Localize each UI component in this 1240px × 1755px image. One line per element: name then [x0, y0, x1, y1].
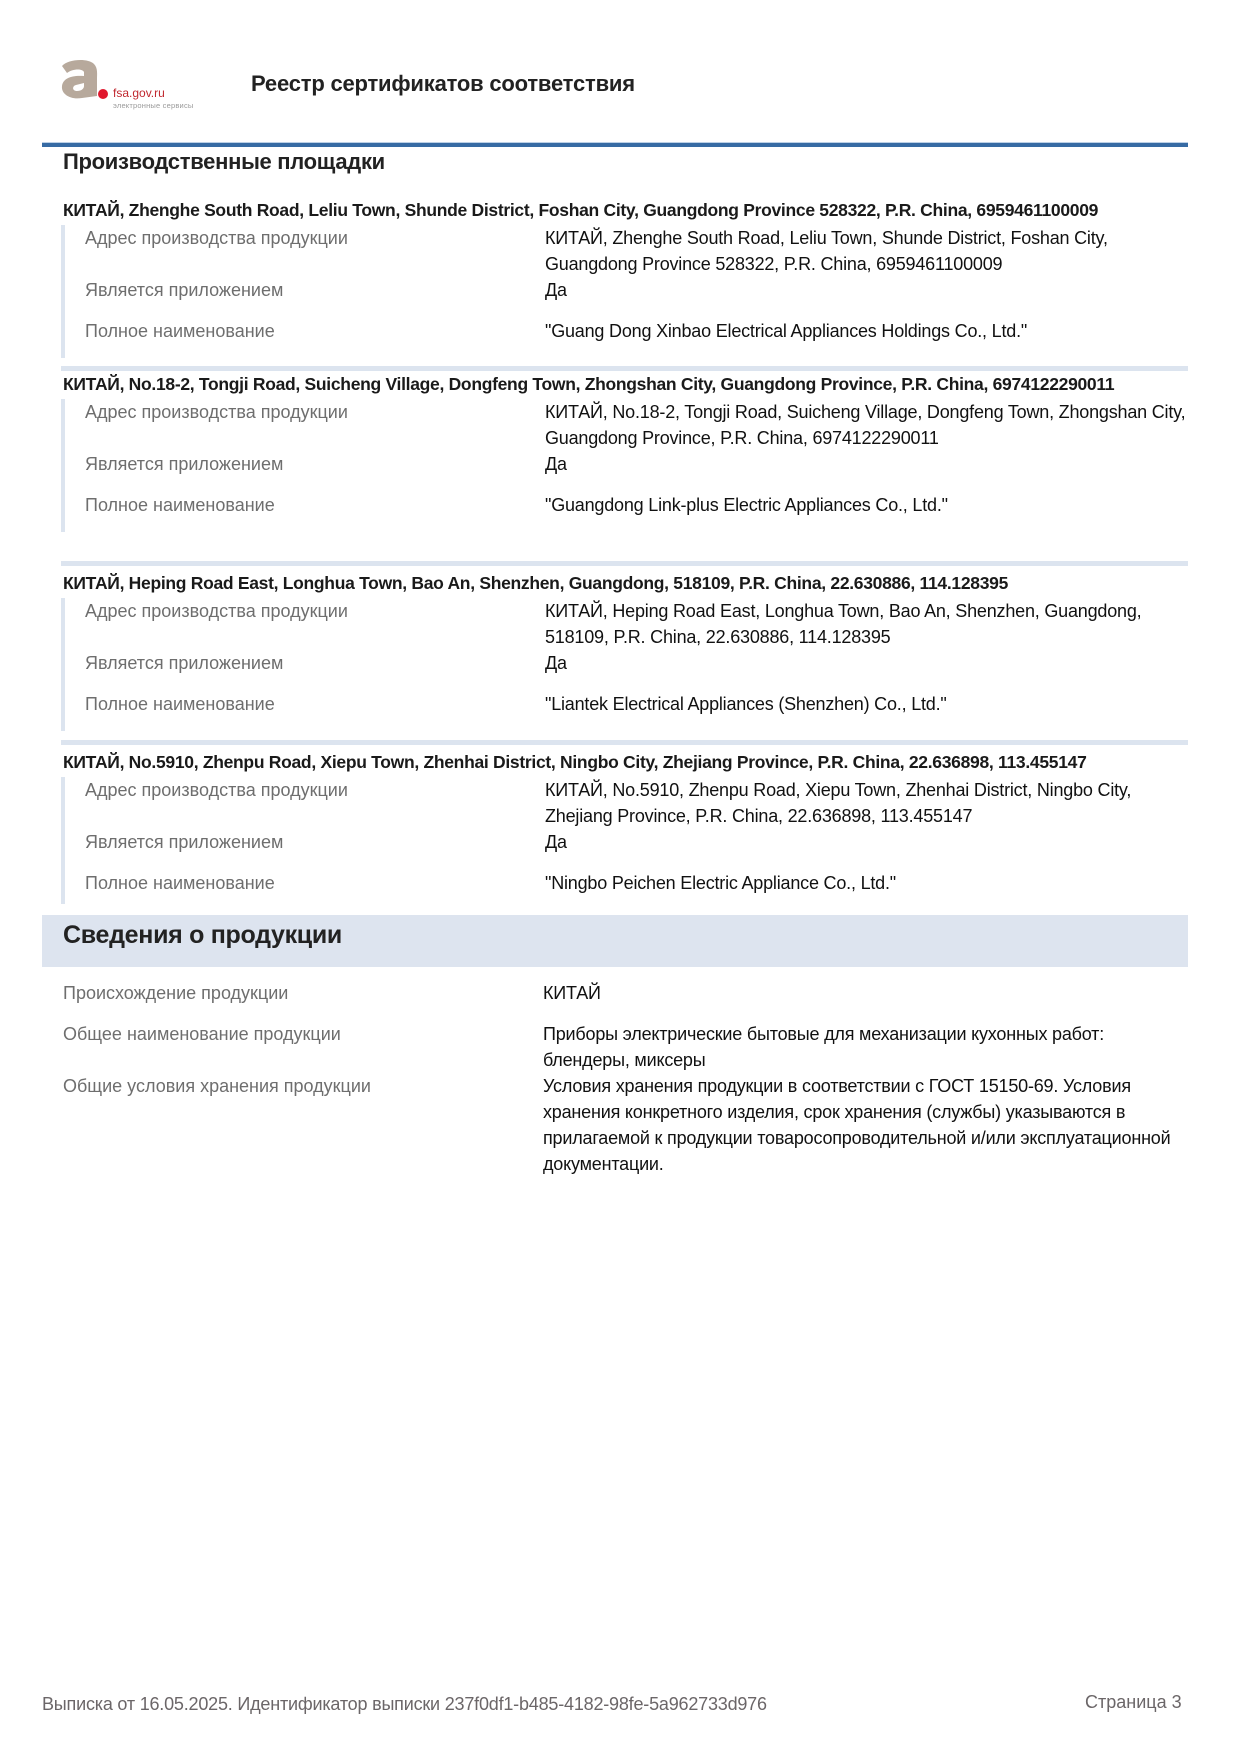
document-title: Реестр сертификатов соответствия	[251, 71, 635, 96]
product-storage-row	[63, 1073, 1188, 1177]
field-label: Является приложением	[85, 832, 284, 852]
site-title: КИТАЙ, No.18-2, Tongji Road, Suicheng Village, Dongfeng Town, Zhongshan City, Guangdong Province, P.R. China, 6974122290011	[63, 374, 1115, 394]
production-site	[63, 571, 1188, 731]
field-label: Является приложением	[85, 454, 284, 474]
site-separator	[61, 740, 1188, 745]
field-label: Является приложением	[85, 653, 284, 673]
product-name-row	[63, 1021, 1188, 1073]
field-value: "Guangdong Link-plus Electric Appliances Co., Ltd."	[545, 495, 948, 515]
site-address-row	[85, 225, 1188, 277]
field-label: Адрес производства продукции	[85, 780, 348, 800]
site-details	[61, 225, 1188, 358]
site-title: КИТАЙ, No.5910, Zhenpu Road, Xiepu Town, Zhenhai District, Ningbo City, Zhejiang Province, P.R. China, 22.636898, 113.455147	[63, 752, 1087, 772]
product-info-header	[42, 915, 1188, 967]
field-value: "Ningbo Peichen Electric Appliance Co., Ltd."	[545, 873, 896, 893]
site-attachment-row	[85, 277, 1188, 303]
field-label: Адрес производства продукции	[85, 402, 348, 422]
field-value: "Liantek Electrical Appliances (Shenzhen) Co., Ltd."	[545, 694, 947, 714]
field-label: Общее наименование продукции	[63, 1024, 341, 1044]
header-divider	[42, 142, 1188, 147]
production-sites-heading: Производственные площадки	[63, 149, 385, 174]
field-label: Адрес производства продукции	[85, 601, 348, 621]
field-value: Да	[545, 653, 567, 673]
production-site	[63, 372, 1188, 532]
site-address-row	[85, 399, 1188, 451]
product-origin-row	[63, 980, 1188, 1006]
product-info-table	[63, 980, 1188, 1177]
site-attachment-row	[85, 829, 1188, 855]
field-label: Полное наименование	[85, 873, 275, 893]
site-separator	[61, 366, 1188, 371]
field-label: Адрес производства продукции	[85, 228, 348, 248]
production-site	[63, 198, 1188, 358]
site-separator	[61, 561, 1188, 566]
field-value: КИТАЙ, Zhenghe South Road, Leliu Town, Shunde District, Foshan City, Guangdong Province 528322, P.R. China, 6959461100009	[545, 228, 1108, 274]
extract-info: Выписка от 16.05.2025. Идентификатор выписки 237f0df1-b485-4182-98fe-5a962733d976	[42, 1694, 767, 1714]
production-site	[63, 750, 1188, 904]
field-label: Полное наименование	[85, 321, 275, 341]
field-label: Полное наименование	[85, 694, 275, 714]
field-value: КИТАЙ, Heping Road East, Longhua Town, Bao An, Shenzhen, Guangdong, 518109, P.R. China, 22.630886, 114.128395	[545, 601, 1142, 647]
field-value: Условия хранения продукции в соответствии с ГОСТ 15150-69. Условия хранения конкретного изделия, срок хранения (службы) указываются в прилагаемой к продукции товаросопроводительной и/или эксплуатационной документации.	[543, 1076, 1171, 1174]
page-number: Страница 3	[1085, 1692, 1182, 1712]
site-fullname-row	[85, 870, 1188, 904]
site-fullname-row	[85, 492, 1188, 532]
field-value: Да	[545, 832, 567, 852]
field-value: КИТАЙ, No.5910, Zhenpu Road, Xiepu Town, Zhenhai District, Ningbo City, Zhejiang Province, P.R. China, 22.636898, 113.455147	[545, 780, 1132, 826]
field-value: "Guang Dong Xinbao Electrical Appliances Holdings Co., Ltd."	[545, 321, 1028, 341]
field-label: Является приложением	[85, 280, 284, 300]
site-attachment-row	[85, 650, 1188, 676]
site-address-row	[85, 777, 1188, 829]
field-value: Да	[545, 280, 567, 300]
site-attachment-row	[85, 451, 1188, 477]
fsa-logo	[58, 58, 208, 112]
site-details	[61, 399, 1188, 532]
product-info-heading: Сведения о продукции	[63, 921, 342, 949]
site-details	[61, 598, 1188, 731]
logo-domain: fsa.gov.ru	[113, 86, 165, 100]
site-fullname-row	[85, 691, 1188, 731]
site-address-row	[85, 598, 1188, 650]
field-value: Да	[545, 454, 567, 474]
site-title: КИТАЙ, Heping Road East, Longhua Town, Bao An, Shenzhen, Guangdong, 518109, P.R. China, 22.630886, 114.128395	[63, 573, 1009, 593]
field-label: Общие условия хранения продукции	[63, 1076, 371, 1096]
field-value: КИТАЙ	[543, 983, 601, 1003]
fsa-logo-icon	[58, 58, 110, 100]
field-value: КИТАЙ, No.18-2, Tongji Road, Suicheng Village, Dongfeng Town, Zhongshan City, Guangdong Province, P.R. China, 6974122290011	[545, 402, 1186, 448]
site-details	[61, 777, 1188, 904]
field-label: Полное наименование	[85, 495, 275, 515]
site-title: КИТАЙ, Zhenghe South Road, Leliu Town, Shunde District, Foshan City, Guangdong Province 528322, P.R. China, 6959461100009	[63, 200, 1099, 220]
site-fullname-row	[85, 318, 1188, 358]
field-value: Приборы электрические бытовые для механизации кухонных работ: блендеры, миксеры	[543, 1024, 1105, 1070]
logo-subtitle: электронные сервисы	[113, 101, 194, 110]
field-label: Происхождение продукции	[63, 983, 289, 1003]
